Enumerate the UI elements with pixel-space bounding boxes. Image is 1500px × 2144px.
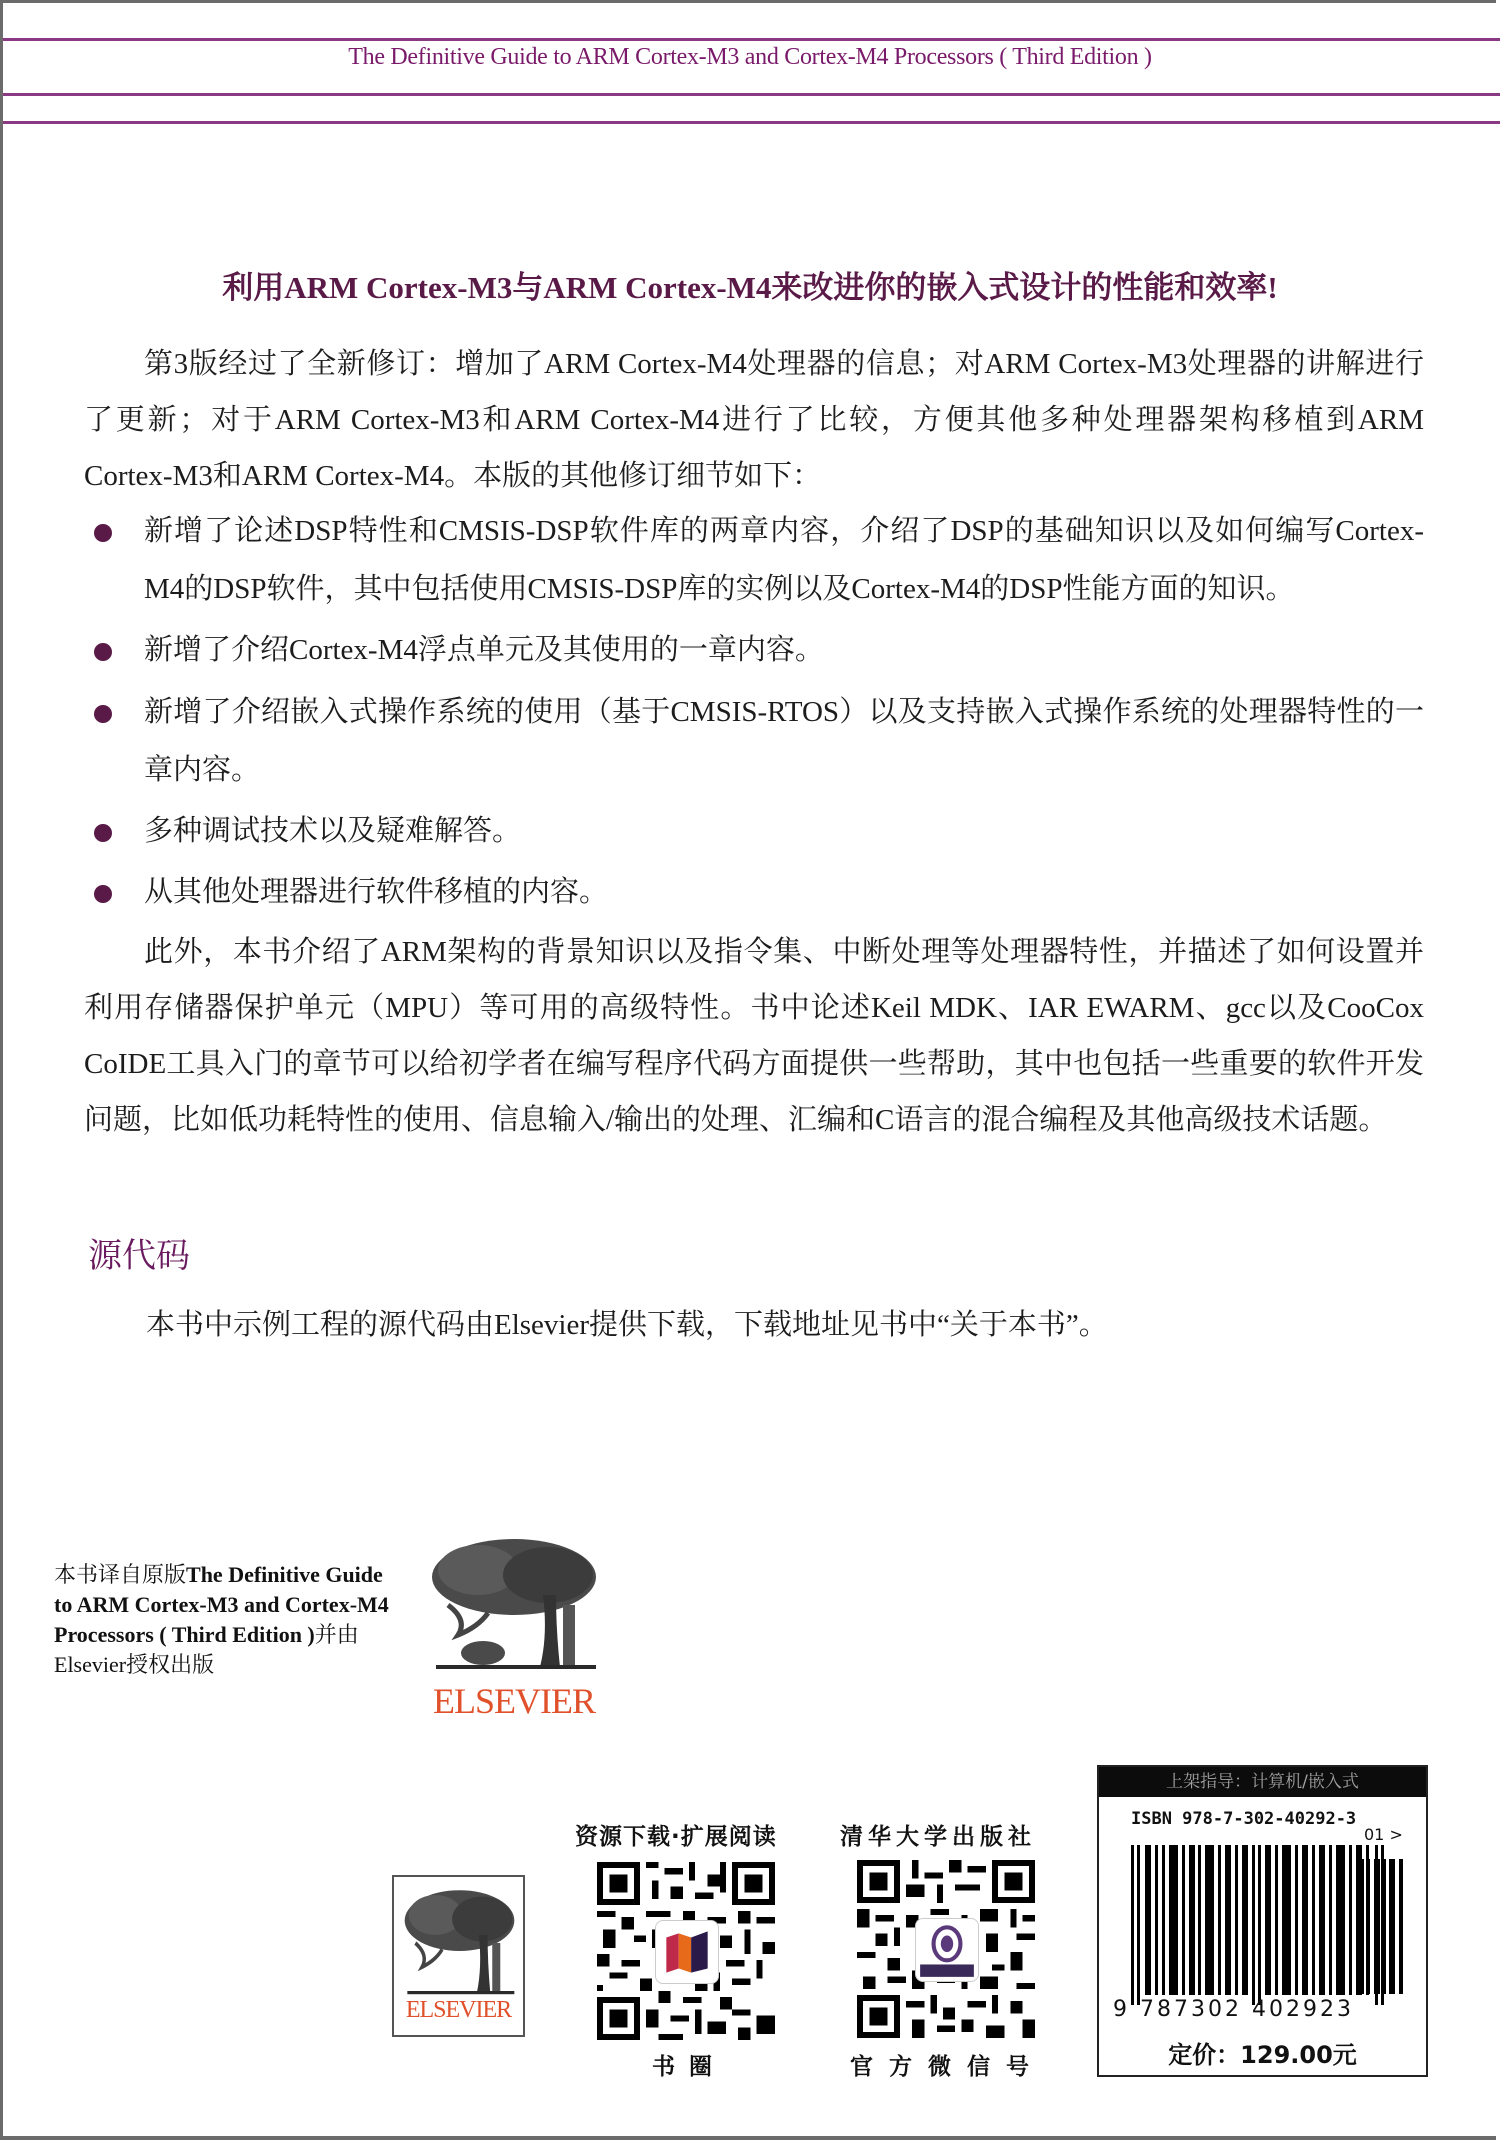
bullet-text: 从其他处理器进行软件移植的内容。 <box>144 876 609 908</box>
bullet-dot-icon <box>94 643 112 661</box>
header-rule-middle <box>3 93 1500 96</box>
shelf-guide-band: 上架指导：计算机/嵌入式 <box>1099 1767 1426 1797</box>
bullet-text: 多种调试技术以及疑难解答。 <box>144 815 522 847</box>
tree-icon <box>402 1887 517 1999</box>
qr-code-book-circle[interactable] <box>597 1862 775 2040</box>
elsevier-logo-large <box>428 1535 600 1722</box>
bullet-text: 新增了介绍Cortex-M4浮点单元及其使用的一章内容。 <box>144 634 824 666</box>
elsevier-logo-small <box>392 1875 525 2037</box>
barcode-addon-icon <box>1361 1859 1406 1994</box>
book-icon <box>655 1920 719 1984</box>
header-rule-top <box>3 38 1500 41</box>
price-label: 定价：129.00元 <box>1168 2041 1357 2069</box>
summary-paragraph: 此外，本书介绍了ARM架构的背景知识以及指令集、中断处理等处理器特性，并描述了如何设置并利用存储器保护单元（MPU）等可用的高级特性。书中论述Keil MDK、IAR EWARM、gcc以及CooCox CoIDE工具入门的章节可以给初学者在编写程序代码方面提供一些帮助，其中也包括一些重要的软件开发问题，比如低功耗特性的使用、信息输入/输出的处理、汇编和C语言的混合编程及其他高级技术话题。 <box>84 936 1424 1136</box>
header-rule-bottom <box>3 121 1500 124</box>
license-notice <box>54 1560 414 1680</box>
qr1-bottom-label: 书圈 <box>652 2054 726 2080</box>
bullet-dot-icon <box>94 885 112 903</box>
license-line3-cn: 并由 <box>314 1622 359 1647</box>
qr2-top-label: 清华大学出版社 <box>840 1824 1036 1850</box>
headline: 利用ARM Cortex-M3与ARM Cortex-M4来改进你的嵌入式设计的性能和效率! <box>222 270 1278 305</box>
bullet-text: 新增了介绍嵌入式操作系统的使用（基于CMSIS-RTOS）以及支持嵌入式操作系统的处理器特性的一章内容。 <box>144 696 1424 786</box>
barcode-box <box>1097 1765 1428 2077</box>
qr2-bottom-label: 官方微信号 <box>850 2054 1045 2080</box>
barcode-addon-text: 01 > <box>1364 1825 1403 1844</box>
source-code-text: 本书中示例工程的源代码由Elsevier提供下载，下载地址见书中“关于本书”。 <box>146 1309 1108 1341</box>
license-line1-en: The Definitive Guide <box>186 1562 383 1587</box>
source-code-heading: 源代码 <box>88 1238 190 1275</box>
bullet-dot-icon <box>94 824 112 842</box>
qr-code-official-wechat[interactable] <box>857 1860 1035 2038</box>
tree-icon <box>428 1535 600 1675</box>
university-seal-icon <box>915 1918 979 1982</box>
intro-paragraph: 第3版经过了全新修订：增加了ARM Cortex-M4处理器的信息；对ARM Cortex-M3处理器的讲解进行了更新；对于ARM Cortex-M3和ARM Cortex-M4进行了比较，方便其他多种处理器架构移植到ARM Cortex-M3和ARM Cortex-M4。本版的其他修订细节如下： <box>84 348 1424 492</box>
elsevier-wordmark: ELSEVIER <box>433 1681 595 1721</box>
license-line3-en: Processors ( Third Edition ) <box>54 1622 315 1647</box>
bullet-text: 新增了论述DSP特性和CMSIS-DSP软件库的两章内容，介绍了DSP的基础知识以及如何编写Cortex-M4的DSP软件，其中包括使用CMSIS-DSP库的实例以及Cortex-M4的DSP性能方面的知识。 <box>144 515 1424 605</box>
bullet-item <box>84 863 1424 921</box>
isbn-text: ISBN 978-7-302-40292-3 <box>1131 1809 1357 1829</box>
barcode-icon <box>1131 1845 1391 2005</box>
barcode-digits: 9 787302 402923 <box>1113 1997 1354 2022</box>
header-title: The Definitive Guide to ARM Cortex-M3 and Cortex-M4 Processors ( Third Edition ) <box>348 44 1152 70</box>
bullet-dot-icon <box>94 524 112 542</box>
qr1-top-label: 资源下载·扩展阅读 <box>575 1824 777 1850</box>
elsevier-wordmark: ELSEVIER <box>405 1997 512 2023</box>
license-line4: Elsevier授权出版 <box>54 1652 215 1677</box>
bullet-dot-icon <box>94 705 112 723</box>
bullet-item <box>84 802 1424 860</box>
bullet-item <box>84 502 1424 618</box>
bullet-item <box>84 683 1424 799</box>
license-line1-cn: 本书译自原版 <box>54 1562 187 1587</box>
bullet-item <box>84 621 1424 679</box>
license-line2: to ARM Cortex-M3 and Cortex-M4 <box>54 1592 389 1617</box>
